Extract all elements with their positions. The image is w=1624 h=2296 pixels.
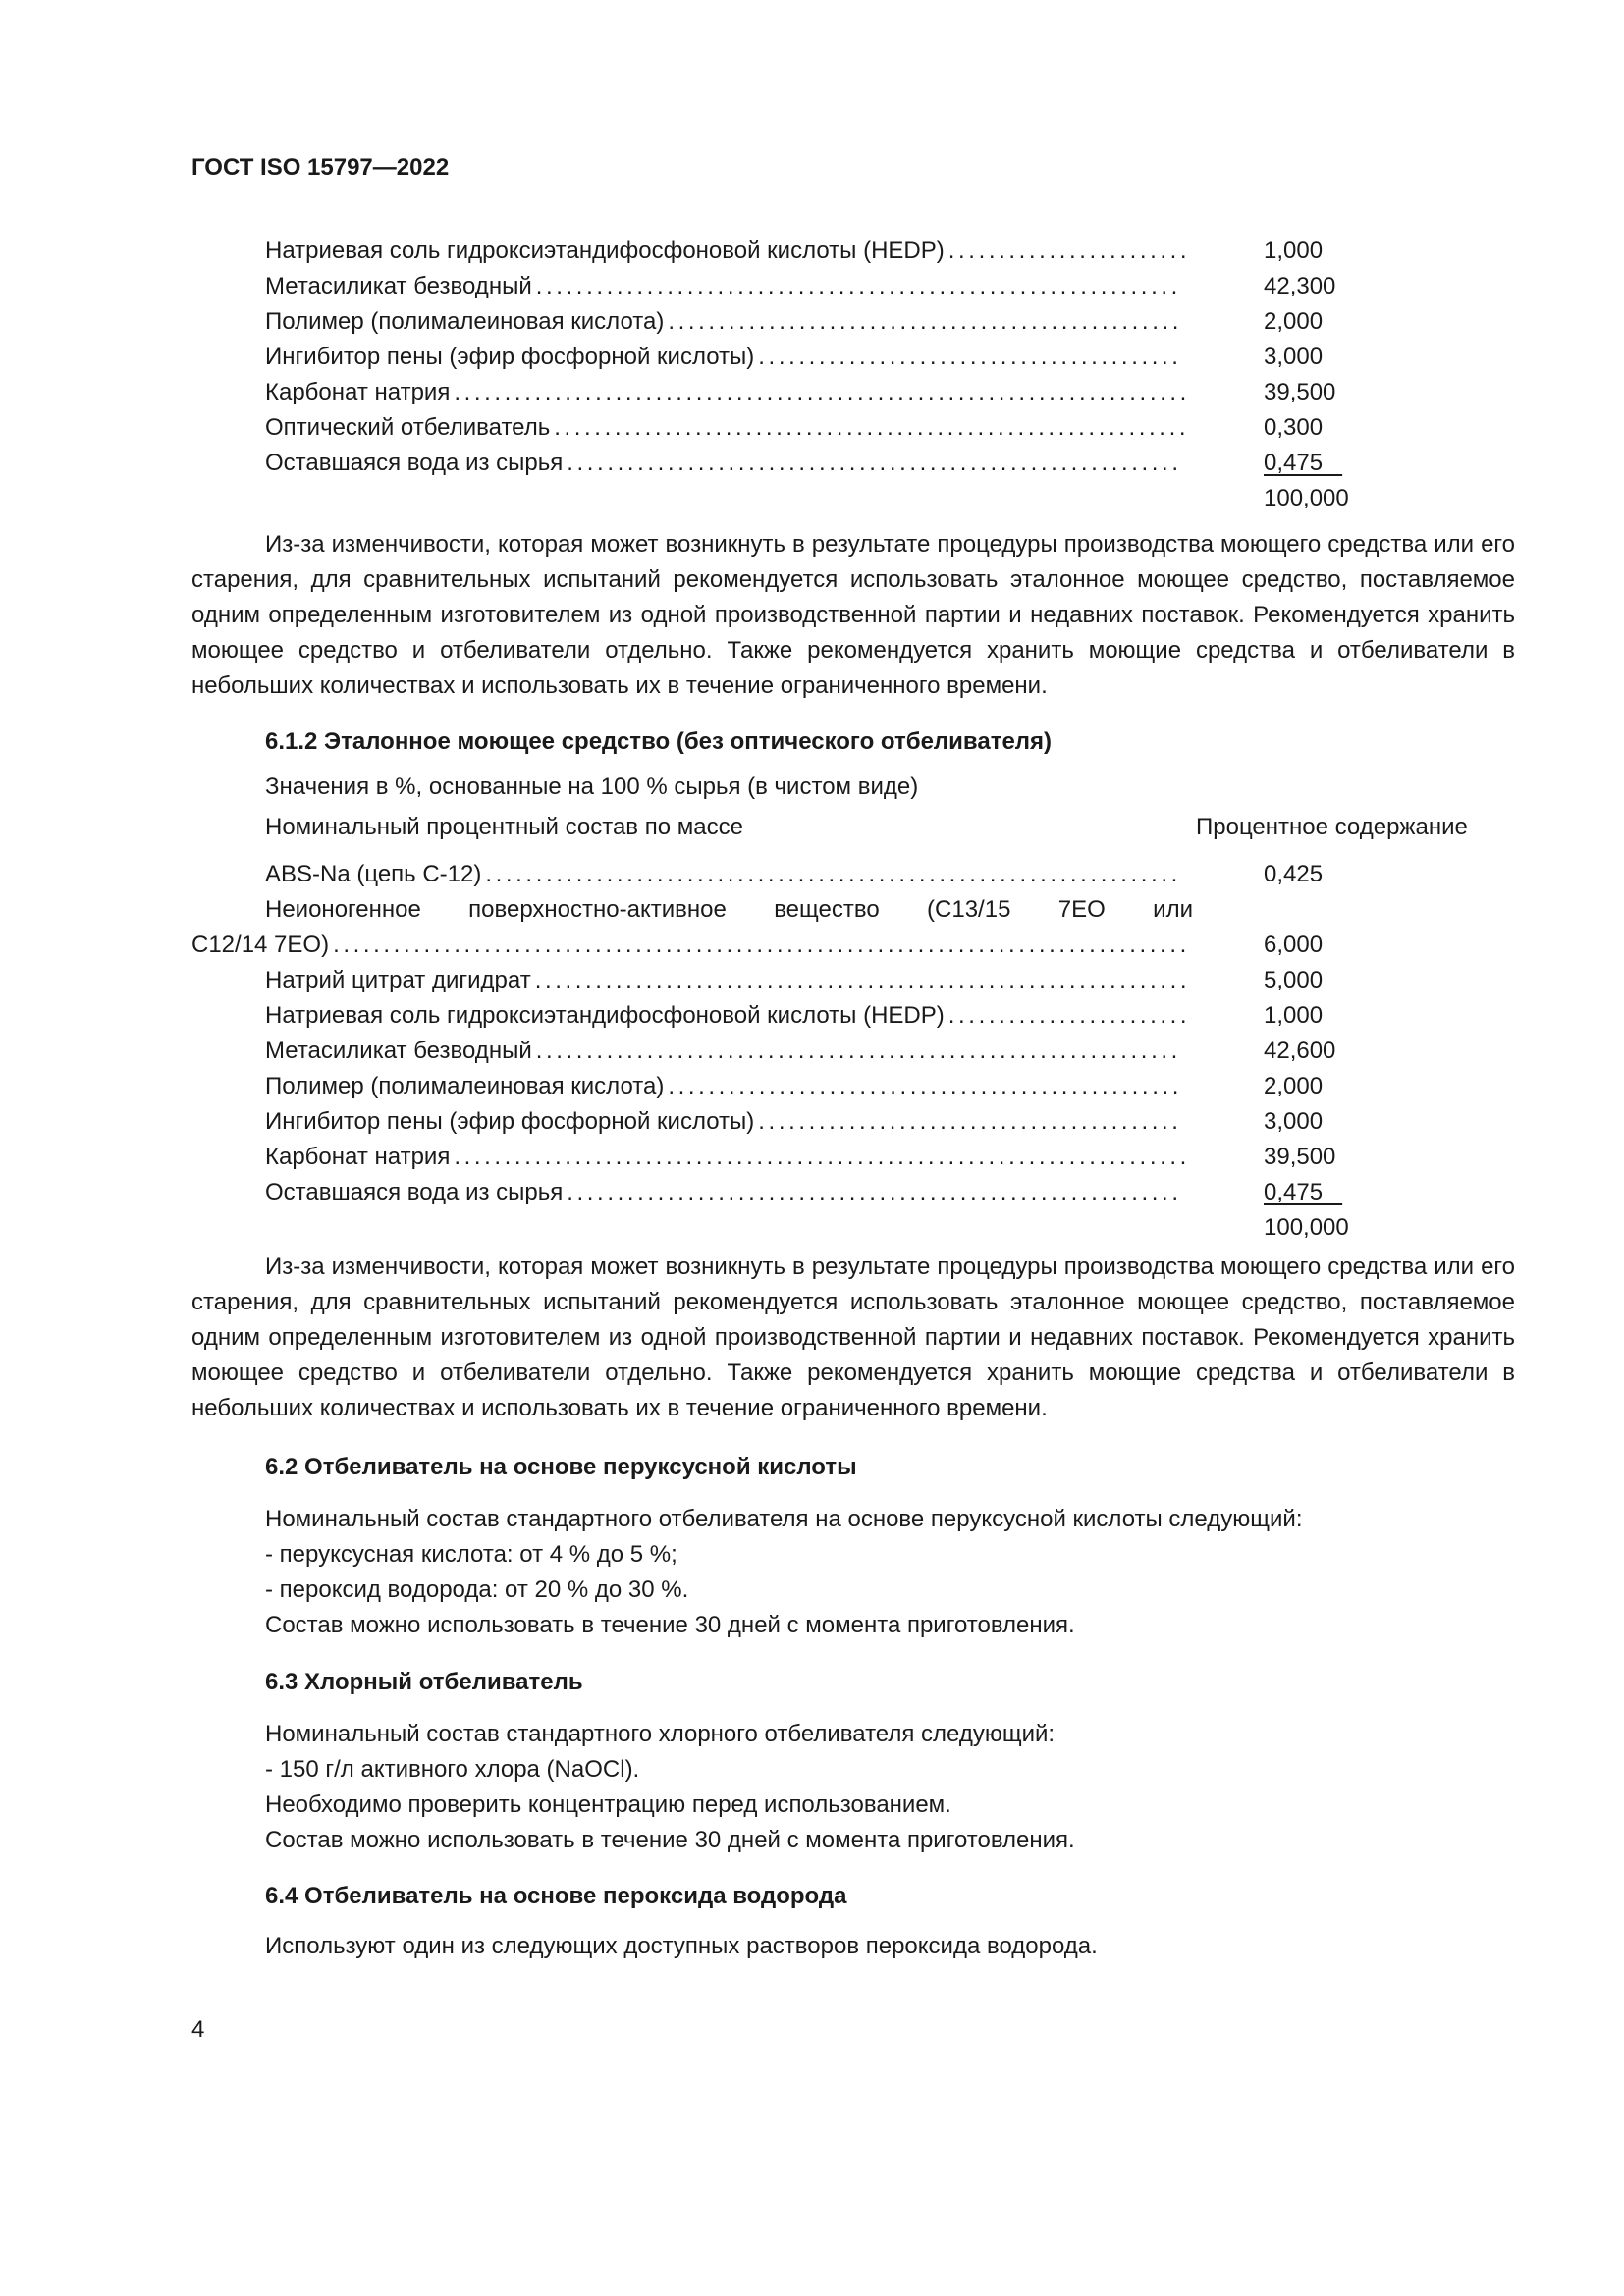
item-name-line2: C12/14 7EO): [191, 932, 330, 958]
item-name-leader: [265, 963, 1193, 998]
item-name: Полимер (полималеиновая кислота): [265, 308, 665, 335]
dot-leader: ...................................................: [668, 308, 1182, 335]
section-6-2-heading: 6.2 Отбеливатель на основе перуксусной кислоты: [265, 1454, 857, 1480]
dot-leader: ...............................................................: [554, 414, 1190, 441]
text-line: Необходимо проверить концентрацию перед использованием.: [265, 1791, 951, 1818]
item-name: Ингибитор пены (эфир фосфорной кислоты): [265, 344, 755, 370]
list-total: [191, 481, 1515, 516]
item-name-leader: [265, 410, 1193, 446]
list-total: [191, 1210, 1515, 1246]
dot-leader: .............................................................: [567, 1179, 1182, 1205]
text-line: - пероксид водорода: от 20 % до 30 %.: [265, 1576, 689, 1603]
section-6-2-body: [191, 1502, 1515, 1643]
item-name: Оставшаяся вода из сырья: [265, 1179, 564, 1205]
composition-list-1: [191, 234, 1515, 516]
page-number: 4: [191, 2016, 205, 2043]
list-item: [191, 1175, 1515, 1210]
item-value: 2,000: [1264, 308, 1324, 335]
list-item: [191, 446, 1515, 481]
column-header-left: Номинальный процентный состав по массе: [265, 814, 743, 840]
dot-leader: .....................................................................................: [333, 932, 1190, 958]
item-name-leader: [191, 928, 1193, 963]
dot-leader: ........................: [947, 1002, 1191, 1029]
item-name-leader: [265, 1175, 1193, 1210]
section-6-4-body: [191, 1929, 1515, 1964]
item-value: 42,600: [1264, 1038, 1336, 1064]
item-name-leader: [265, 340, 1193, 375]
list-item: [191, 410, 1515, 446]
text-line: Номинальный состав стандартного отбеливателя на основе перуксусной кислоты следующий:: [265, 1506, 1303, 1532]
item-name: Полимер (полималеиновая кислота): [265, 1073, 665, 1099]
document-header: ГОСТ ISO 15797—2022: [191, 154, 450, 181]
item-name: Оптический отбеливатель: [265, 414, 551, 441]
list-item: [191, 340, 1515, 375]
item-name-leader: [265, 375, 1193, 410]
text-line: - 150 г/л активного хлора (NaOCl).: [265, 1756, 640, 1783]
item-name-leader: [265, 857, 1193, 892]
item-name: Карбонат натрия: [265, 1144, 451, 1170]
list-item: [191, 928, 1515, 963]
composition-list-2-rest: [191, 963, 1515, 1246]
list-item: [191, 234, 1515, 269]
item-value: 0,300: [1264, 414, 1324, 441]
item-value: 39,500: [1264, 1144, 1336, 1170]
item-name-leader: [265, 1034, 1193, 1069]
dot-leader: .............................................................: [567, 450, 1182, 476]
total-value: 100,000: [1264, 485, 1349, 511]
item-name-leader: [265, 446, 1193, 481]
item-value: 1,000: [1264, 1002, 1324, 1029]
dot-leader: ................................................................: [535, 273, 1181, 299]
paragraph-1: Из-за изменчивости, которая может возникнуть в результате процедуры производства моющего средства или его старения, для сравнительных испытаний рекомендуется использовать эталонное моющее средство, поставляемое одним определенным изготовителем из одной производственной партии и недавних поставок. Рекомендуется хранить моющее средство и отбеливатели отдельно. Также рекомендуется хранить моющие средства и отбеливатели в небольших количествах и использовать их в течение ограниченного времени.: [191, 531, 1515, 699]
list-item: [191, 857, 1515, 892]
dot-leader: ...................................................: [668, 1073, 1182, 1099]
item-value: 1,000: [1264, 238, 1324, 264]
text-line: Состав можно использовать в течение 30 дней с момента приготовления.: [265, 1612, 1075, 1638]
column-header-right: Процентное содержание: [1196, 814, 1468, 840]
item-value: 2,000: [1264, 1073, 1324, 1099]
section-6-4-heading: 6.4 Отбеливатель на основе пероксида водорода: [265, 1883, 847, 1909]
text-line: Используют один из следующих доступных растворов пероксида водорода.: [265, 1933, 1098, 1959]
dot-leader: .........................................................................: [454, 379, 1190, 405]
item-name-leader: [265, 998, 1193, 1034]
item-name: Натрий цитрат дигидрат: [265, 967, 531, 993]
dot-leader: .....................................................................: [485, 861, 1181, 887]
list-item: [191, 963, 1515, 998]
dot-leader: ........................: [947, 238, 1191, 264]
item-name: Метасиликат безводный: [265, 1038, 532, 1064]
text-line: Номинальный состав стандартного хлорного отбеливателя следующий:: [265, 1721, 1056, 1747]
item-value: 0,475: [1264, 1179, 1324, 1205]
item-name: Ингибитор пены (эфир фосфорной кислоты): [265, 1108, 755, 1135]
item-value: 0,425: [1264, 861, 1324, 887]
total-value: 100,000: [1264, 1214, 1349, 1241]
list-item: [191, 1069, 1515, 1104]
text-line: Состав можно использовать в течение 30 дней с момента приготовления.: [265, 1827, 1075, 1853]
section-6-3-body: [191, 1717, 1515, 1858]
list-item: [191, 892, 1515, 928]
list-item: [191, 1034, 1515, 1069]
item-name-leader: [265, 1069, 1193, 1104]
values-note: Значения в %, основанные на 100 % сырья (в чистом виде): [265, 774, 919, 800]
item-name: Карбонат натрия: [265, 379, 451, 405]
item-name-leader: [265, 234, 1193, 269]
list-item: [191, 998, 1515, 1034]
item-name-leader: [265, 269, 1193, 304]
text-line: - перуксусная кислота: от 4 % до 5 %;: [265, 1541, 677, 1568]
section-6-3-heading: 6.3 Хлорный отбеливатель: [265, 1669, 583, 1695]
dot-leader: .................................................................: [534, 967, 1191, 993]
item-value: 0,475: [1264, 450, 1324, 476]
item-name: Метасиликат безводный: [265, 273, 532, 299]
dot-leader: ..........................................: [758, 1108, 1182, 1135]
section-6-1-2-heading: 6.1.2 Эталонное моющее средство (без оптического отбеливателя): [265, 728, 1053, 755]
list-item: [191, 1104, 1515, 1140]
list-item: [191, 269, 1515, 304]
dot-leader: .........................................................................: [454, 1144, 1190, 1170]
column-headers: [191, 810, 1515, 845]
item-name-line1: Неионогенное поверхностно-активное вещество (C13/15 7EO или: [265, 896, 1193, 923]
dot-leader: ..........................................: [758, 344, 1182, 370]
list-item: [191, 375, 1515, 410]
list-item: [191, 1140, 1515, 1175]
item-name: Натриевая соль гидроксиэтандифосфоновой кислоты (HEDP): [265, 1002, 945, 1029]
composition-list-2: [191, 857, 1515, 1246]
item-value: 3,000: [1264, 344, 1324, 370]
item-value: 5,000: [1264, 967, 1324, 993]
document-page: [191, 150, 1515, 2048]
dot-leader: ................................................................: [535, 1038, 1181, 1064]
paragraph-2: Из-за изменчивости, которая может возникнуть в результате процедуры производства моющего средства или его старения, для сравнительных испытаний рекомендуется использовать эталонное моющее средство, поставляемое одним определенным изготовителем из одной производственной партии и недавних поставок. Рекомендуется хранить моющее средство и отбеливатели отдельно. Также рекомендуется хранить моющие средства и отбеливатели в небольших количествах и использовать их в течение ограниченного времени.: [191, 1254, 1515, 1421]
item-name-leader: [265, 304, 1193, 340]
item-name-leader: [265, 1104, 1193, 1140]
item-value: 6,000: [1264, 932, 1324, 958]
list-item: [191, 304, 1515, 340]
item-value: 3,000: [1264, 1108, 1324, 1135]
item-value: 39,500: [1264, 379, 1336, 405]
item-name: Натриевая соль гидроксиэтандифосфоновой кислоты (HEDP): [265, 238, 945, 264]
item-name-leader: [265, 1140, 1193, 1175]
item-value: 42,300: [1264, 273, 1336, 299]
item-name: Оставшаяся вода из сырья: [265, 450, 564, 476]
item-name: ABS-Na (цепь C-12): [265, 861, 482, 887]
